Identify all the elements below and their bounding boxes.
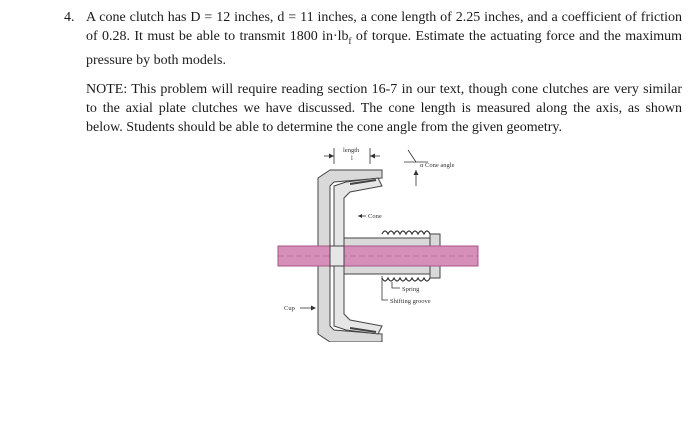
note-paragraph (86, 80, 682, 137)
spring-label: Spring (402, 286, 420, 293)
note-line-2: similar to the axial plate clutches we have discussed. The cone length is measured along the axis, as (86, 81, 683, 116)
note-line-1: NOTE: This problem will require reading section 16-7 in our text, though cone clutches are very (86, 81, 639, 97)
force-subscript: f (348, 35, 352, 46)
cone-label: Cone (368, 213, 382, 220)
cone-clutch-diagram (270, 142, 500, 342)
statement-line-2: friction of 0.28. It must be able to transmit 1800 in·lb (86, 10, 683, 44)
problem-statement (86, 8, 682, 70)
note-line-3: shown below. Students should be able to determine the cone angle from the given geometry. (86, 100, 683, 135)
length-dimension (324, 147, 380, 164)
length-label: length (343, 147, 360, 154)
problem-number: 4. (64, 10, 75, 25)
statement-line-1: A cone clutch has D = 12 inches, d = 11 inches, a cone length of 2.25 inches, and a coefficient of (86, 10, 637, 25)
length-symbol: l (351, 155, 353, 162)
cone-angle-label: α Cone angle (420, 162, 455, 169)
cup-label: Cup (284, 305, 295, 312)
cup-callout (284, 305, 316, 312)
shaft (278, 246, 478, 266)
cone-clutch-figure (270, 142, 500, 342)
spring-callout (392, 282, 420, 293)
shifting-groove-label: Shifting groove (390, 298, 431, 305)
statement-line-3: maximum pressure by both models. (86, 29, 682, 68)
problem-4 (64, 8, 683, 137)
statement-line-2b: of torque. Estimate the actuating force and the (351, 29, 621, 44)
cone-angle-marker (404, 150, 455, 186)
